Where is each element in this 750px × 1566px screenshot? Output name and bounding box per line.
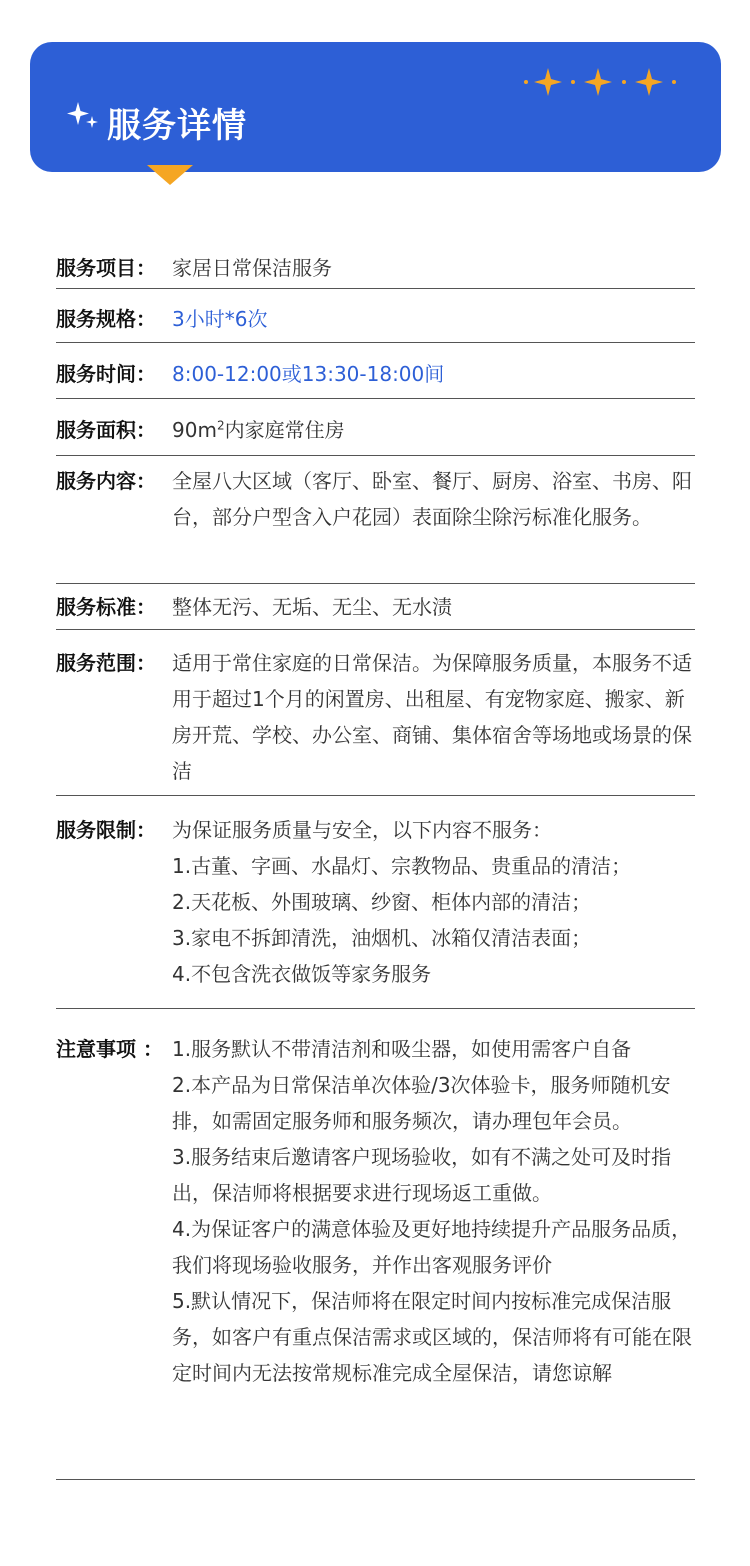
detail-value: 全屋八大区域（客厅、卧室、餐厅、厨房、浴室、书房、阳台，部分户型含入户花园）表面除尘除污标准化服务。 xyxy=(172,469,692,529)
detail-row-notes xyxy=(56,1009,695,1480)
star-decoration-icon xyxy=(520,66,680,98)
detail-value: 8:00-12:00或13:30-18:00间 xyxy=(172,362,445,386)
detail-row-content xyxy=(56,456,695,584)
detail-label: 服务规格： xyxy=(56,307,156,331)
detail-row-item xyxy=(56,240,695,289)
note-line: 1.服务默认不带清洁剂和吸尘器，如使用需客户自备 xyxy=(172,1037,632,1061)
detail-row-spec xyxy=(56,289,695,343)
detail-value: $90m^2$内家庭常住房 xyxy=(172,418,345,442)
detail-row-area xyxy=(56,399,695,456)
service-details xyxy=(56,240,695,1480)
detail-value: 3小时*6次 xyxy=(172,307,268,331)
note-line: 3.服务结束后邀请客户现场验收，如有不满之处可及时指出，保洁师将根据要求进行现场返工重做。 xyxy=(172,1145,672,1205)
detail-value xyxy=(172,812,695,1008)
detail-label: 服务项目： xyxy=(56,256,156,280)
detail-label: 服务范围： xyxy=(56,651,156,675)
detail-label: 服务限制： xyxy=(56,818,156,842)
detail-row-limits xyxy=(56,796,695,1009)
detail-value xyxy=(172,1031,695,1479)
limit-line: 4.不包含洗衣做饭等家务服务 xyxy=(172,962,432,986)
detail-label: 注意事项 ： xyxy=(56,1037,163,1061)
limit-line: 3.家电不拆卸清洗，油烟机、冰箱仅清洁表面； xyxy=(172,926,592,950)
detail-row-scope xyxy=(56,630,695,796)
detail-row-time xyxy=(56,343,695,399)
page-title: 服务详情 xyxy=(107,106,247,146)
detail-value: 整体无污、无垢、无尘、无水渍 xyxy=(172,595,452,619)
limit-line: 1.古董、字画、水晶灯、宗教物品、贵重品的清洁； xyxy=(172,854,632,878)
limit-line: 2.天花板、外围玻璃、纱窗、柜体内部的清洁； xyxy=(172,890,592,914)
sparkle-icon xyxy=(66,100,100,134)
detail-row-standard xyxy=(56,584,695,630)
detail-label: 服务面积： xyxy=(56,418,156,442)
note-line: 2.本产品为日常保洁单次体验/3次体验卡，服务师随机安排，如需固定服务师和服务频次，请办理包年会员。 xyxy=(172,1073,671,1133)
limit-line: 为保证服务质量与安全，以下内容不服务： xyxy=(172,818,552,842)
detail-value: 适用于常住家庭的日常保洁。为保障服务质量，本服务不适用于超过1个月的闲置房、出租屋、有宠物家庭、搬家、新房开荒、学校、办公室、商铺、集体宿舍等场地或场景的保洁 xyxy=(172,651,692,783)
detail-label: 服务内容： xyxy=(56,469,156,493)
detail-label: 服务时间： xyxy=(56,362,156,386)
note-line: 4.为保证客户的满意体验及更好地持续提升产品服务品质，我们将现场验收服务，并作出客观服务评价 xyxy=(172,1217,692,1277)
detail-label: 服务标准： xyxy=(56,595,156,619)
banner-pointer xyxy=(147,165,193,185)
detail-value: 家居日常保洁服务 xyxy=(172,256,332,280)
note-line: 5.默认情况下，保洁师将在限定时间内按标准完成保洁服务，如客户有重点保洁需求或区域的，保洁师将有可能在限定时间内无法按常规标准完成全屋保洁，请您谅解 xyxy=(172,1289,692,1385)
